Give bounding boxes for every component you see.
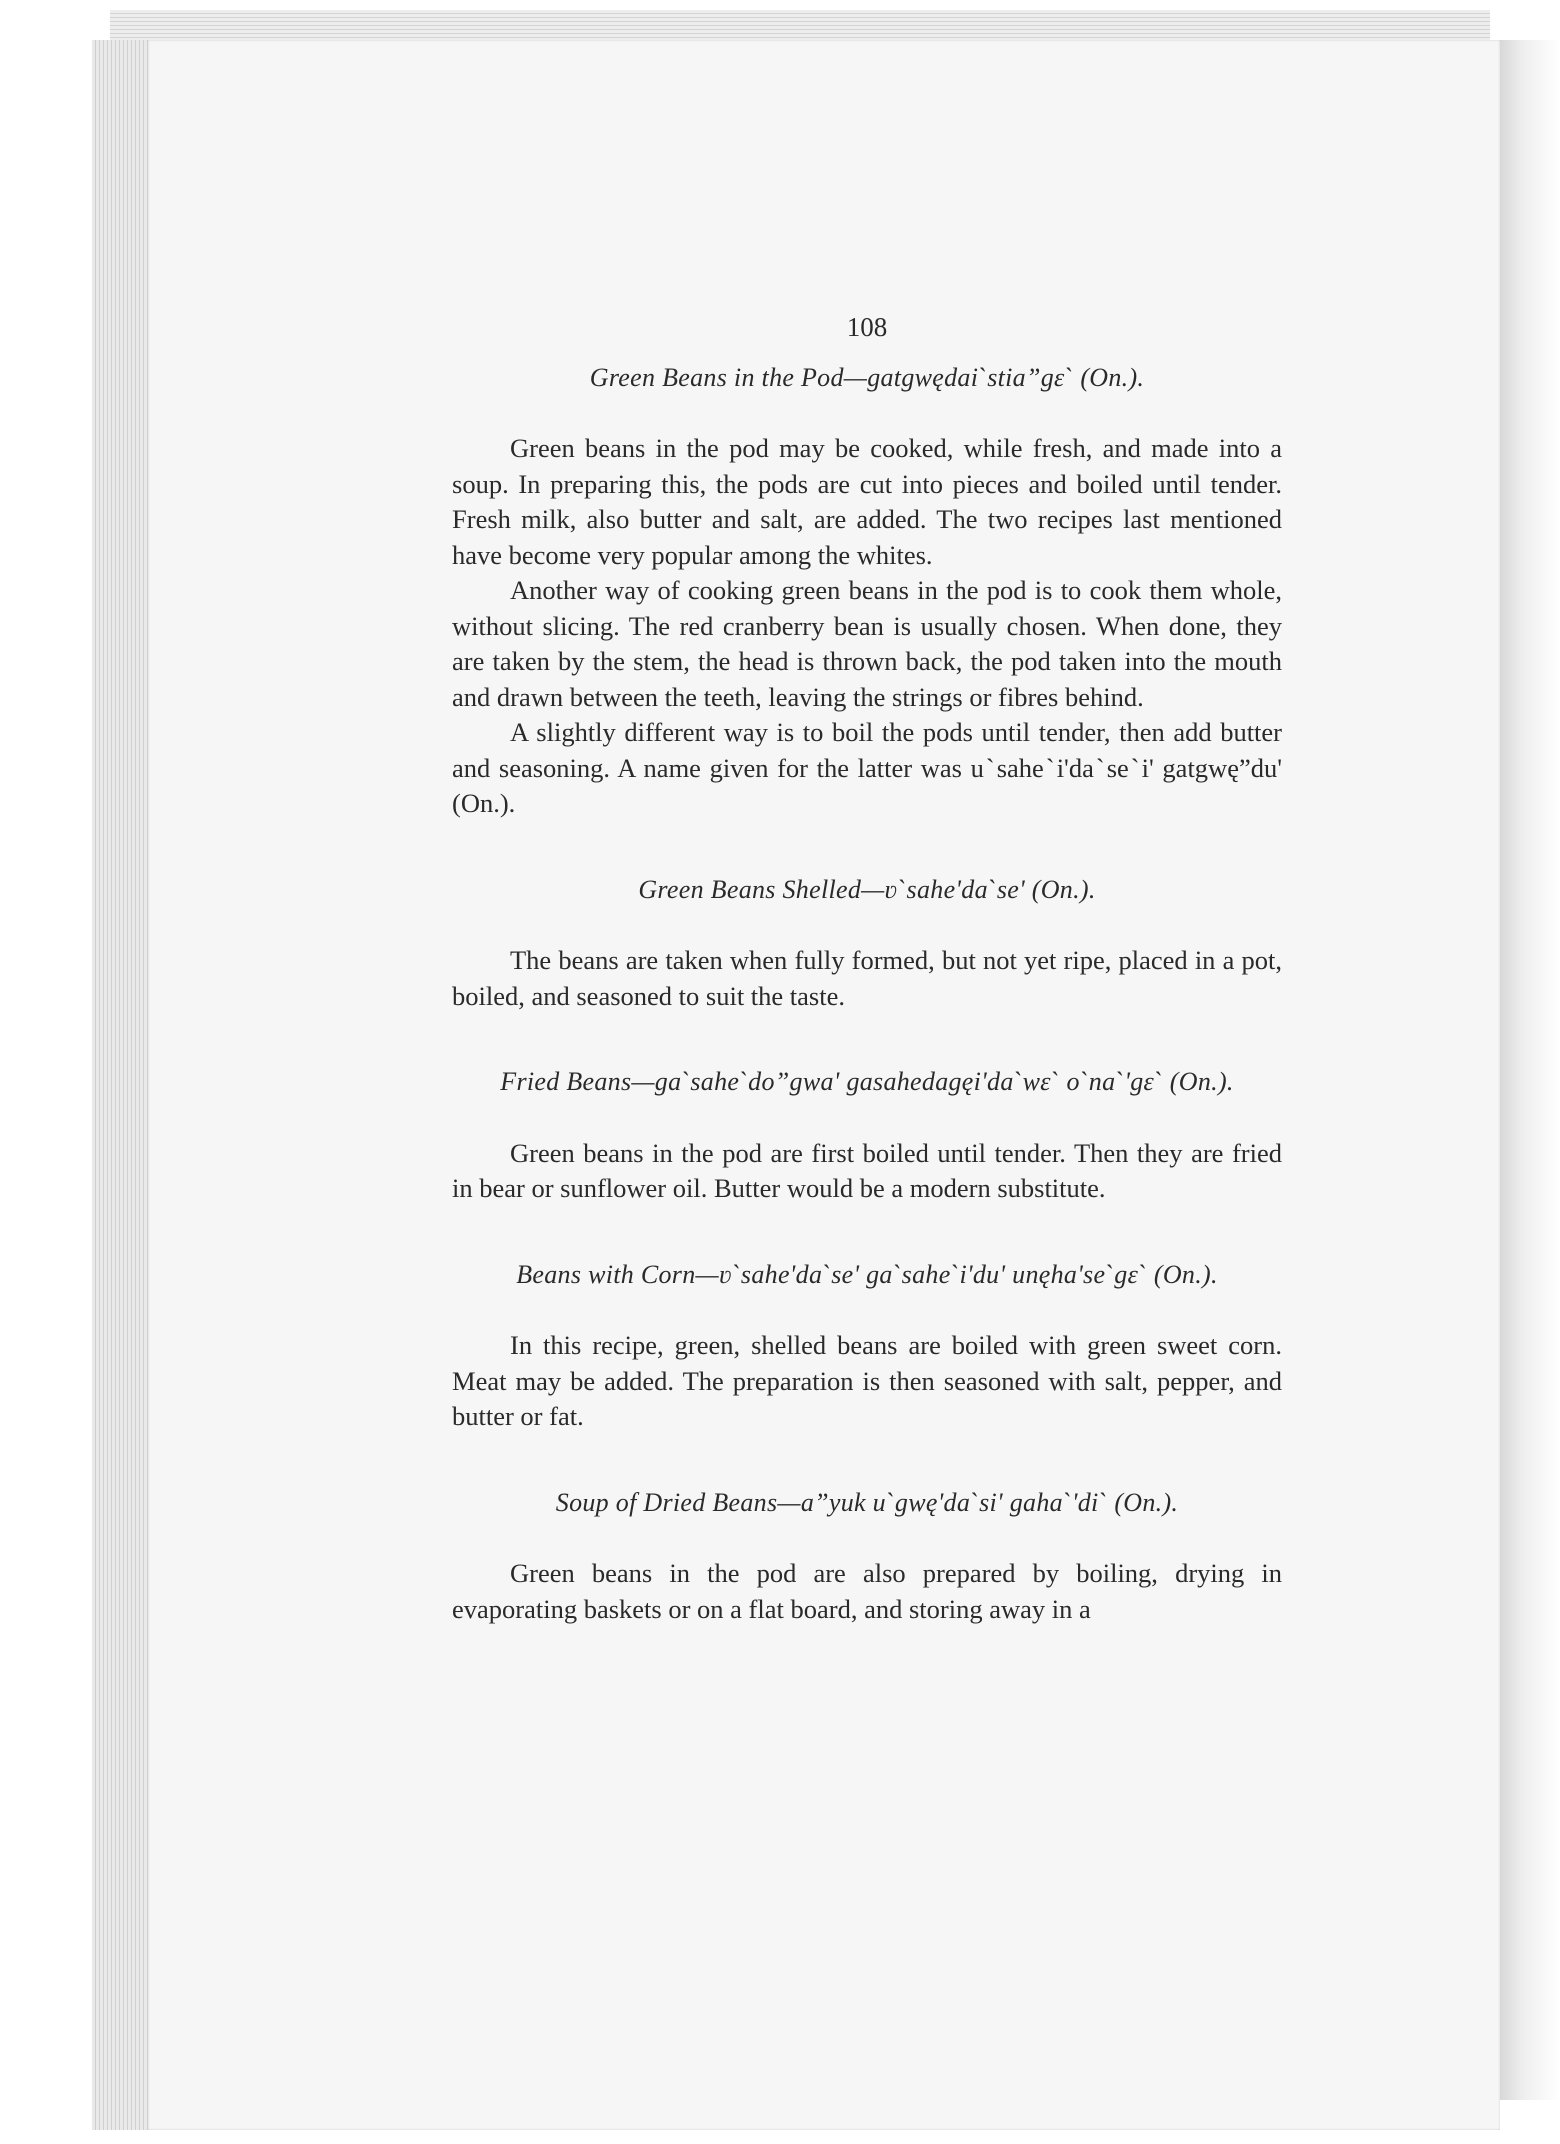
paragraph: Green beans in the pod are first boiled until tender. Then they are fried in bear or sunflower oil. Butter would be a modern substitute. bbox=[452, 1137, 1282, 1203]
book-page-stack-left bbox=[92, 40, 152, 2130]
paragraph: A slightly different way is to boil the pods until tender, then add butter and seasoning. A name given for the latter was uˋsaheˋi'daˋseˋi' gatgwę”du' (On.). bbox=[452, 717, 1282, 818]
section-heading-green-beans-shelled: Green Beans Shelled—ʋˋsahe'daˋse' (On.). bbox=[638, 874, 1096, 904]
section-heading-beans-with-corn: Beans with Corn—ʋˋsahe'daˋse' gaˋsaheˋi'du' unęha'seˋgɛˋ (On.). bbox=[516, 1259, 1218, 1289]
paragraph: In this recipe, green, shelled beans are boiled with green sweet corn. Meat may be added. The preparation is then seasoned with salt, pepper, and butter or fat. bbox=[452, 1330, 1282, 1431]
section-heading-fried-beans: Fried Beans—gaˋsaheˋdo”gwa' gasahedagęi'daˋwɛˋ oˋnaˋ'gɛˋ (On.). bbox=[500, 1067, 1234, 1096]
paragraph: Green beans in the pod are also prepared by boiling, drying in evaporating baskets or on a flat board, and storing away in a bbox=[452, 1558, 1282, 1624]
page-text bbox=[452, 310, 1282, 1627]
paragraph: The beans are taken when fully formed, but not yet ripe, placed in a pot, boiled, and seasoned to suit the taste. bbox=[452, 945, 1282, 1011]
paragraph: Green beans in the pod may be cooked, while fresh, and made into a soup. In preparing this, the pods are cut into pieces and boiled until tender. Fresh milk, also butter and salt, are added. The two recipes last mentioned have become very popular among the whites. bbox=[452, 433, 1282, 570]
page-number: 108 bbox=[846, 312, 888, 342]
book-gutter-shadow bbox=[1500, 40, 1560, 2100]
section-heading-soup-of-dried-beans: Soup of Dried Beans—a”yuk uˋgwę'daˋsi' gahaˋ'diˋ (On.). bbox=[555, 1487, 1179, 1517]
paragraph: Another way of cooking green beans in the pod is to cook them whole, without slicing. The red cranberry bean is usually chosen. When done, they are taken by the stem, the head is thrown back, the pod taken into the mouth and drawn between the teeth, leaving the strings or fibres behind. bbox=[452, 575, 1282, 712]
section-heading-green-beans-in-pod: Green Beans in the Pod—gatgwędaiˋstia”gɛˋ (On.). bbox=[589, 362, 1145, 392]
